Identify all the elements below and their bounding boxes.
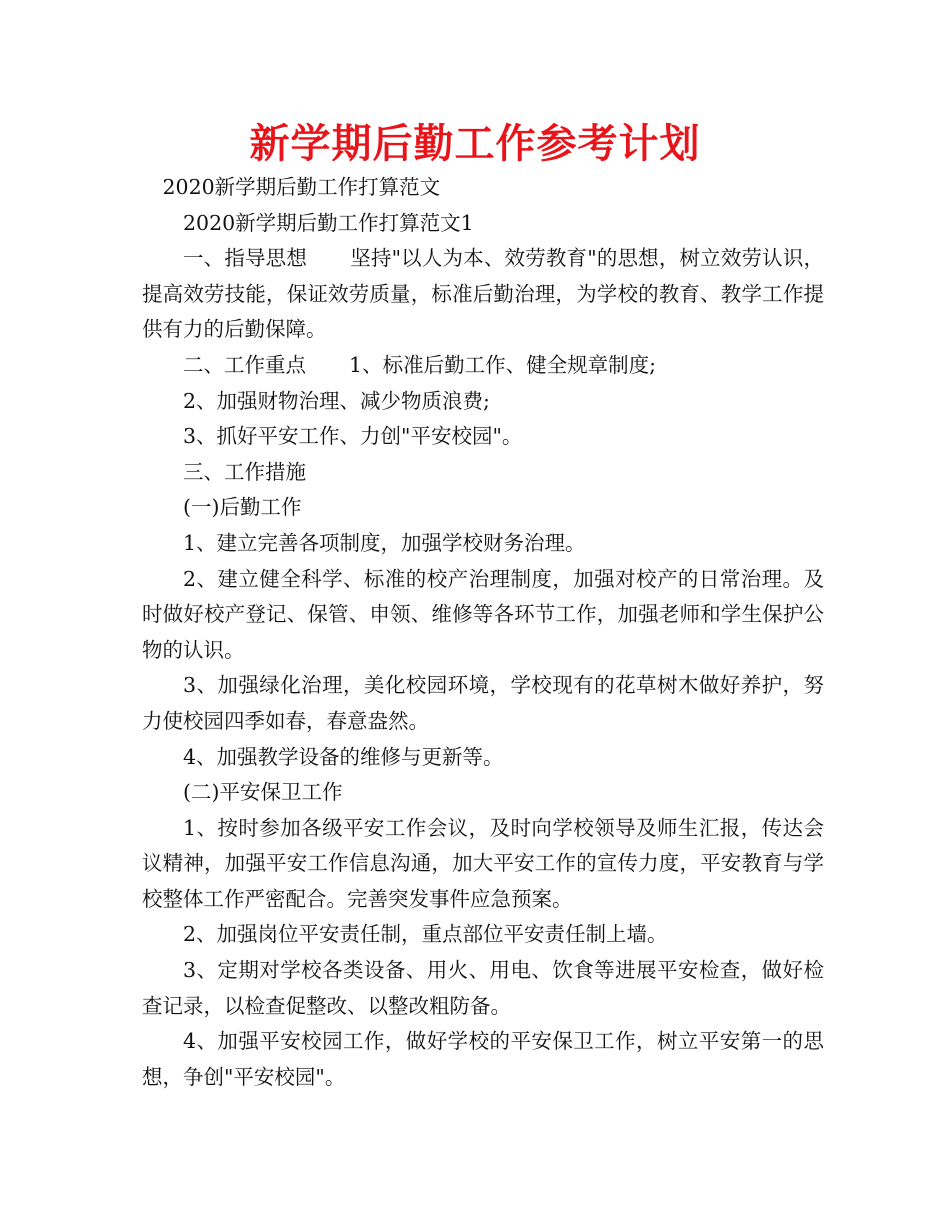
- paragraph: 1、建立完善各项制度，加强学校财务治理。: [183, 530, 586, 555]
- paragraph: 3、抓好平安工作、力创"平安校园"。: [183, 424, 523, 449]
- document-body: [142, 170, 824, 1095]
- paragraph-work-focus: [142, 348, 824, 384]
- section-heading: 三、工作措施: [183, 459, 306, 484]
- paragraph-text: 1、标准后勤工作、健全规章制度;: [349, 352, 656, 377]
- paragraph-text: 坚持"以人为本、效劳教育"的思想，树立效劳认识，提高效劳技能，保证效劳质量，标准后勤治理，为学校的教育、教学工作提供有力的后勤保障。: [142, 246, 825, 342]
- paragraph-lead: 一、指导思想: [183, 246, 308, 271]
- subsection-heading: (二)平安保卫工作: [183, 780, 343, 805]
- paragraph-guiding-thought: [142, 241, 824, 348]
- paragraph: 4、加强教学设备的维修与更新等。: [183, 744, 504, 769]
- section-heading: 2020新学期后勤工作打算范文1: [183, 210, 474, 235]
- paragraph-lead: 二、工作重点: [183, 352, 306, 377]
- paragraph: 3、加强绿化治理，美化校园环境，学校现有的花草树木做好养护，努力使校园四季如春，春意盎然。: [142, 673, 824, 733]
- paragraph: 2、建立健全科学、标准的校产治理制度，加强对校产的日常治理。及时做好校产登记、保管、申领、维修等各环节工作，加强老师和学生保护公物的认识。: [142, 566, 824, 662]
- document-subtitle: 2020新学期后勤工作打算范文: [162, 175, 441, 199]
- paragraph: 4、加强平安校园工作，做好学校的平安保卫工作，树立平安第一的思想，争创"平安校园"。: [142, 1029, 824, 1089]
- paragraph: 2、加强财物治理、减少物质浪费;: [183, 388, 490, 413]
- subsection-heading: (一)后勤工作: [183, 495, 302, 520]
- paragraph: 3、定期对学校各类设备、用火、用电、饮食等进展平安检查，做好检查记录，以检查促整改、以整改粗防备。: [142, 958, 824, 1018]
- paragraph: 1、按时参加各级平安工作会议，及时向学校领导及师生汇报，传达会议精神，加强平安工作信息沟通，加大平安工作的宣传力度，平安教育与学校整体工作严密配合。完善突发事件应急预案。: [142, 815, 824, 911]
- paragraph: 2、加强岗位平安责任制，重点部位平安责任制上墙。: [183, 922, 668, 947]
- document-title: 新学期后勤工作参考计划: [249, 120, 701, 167]
